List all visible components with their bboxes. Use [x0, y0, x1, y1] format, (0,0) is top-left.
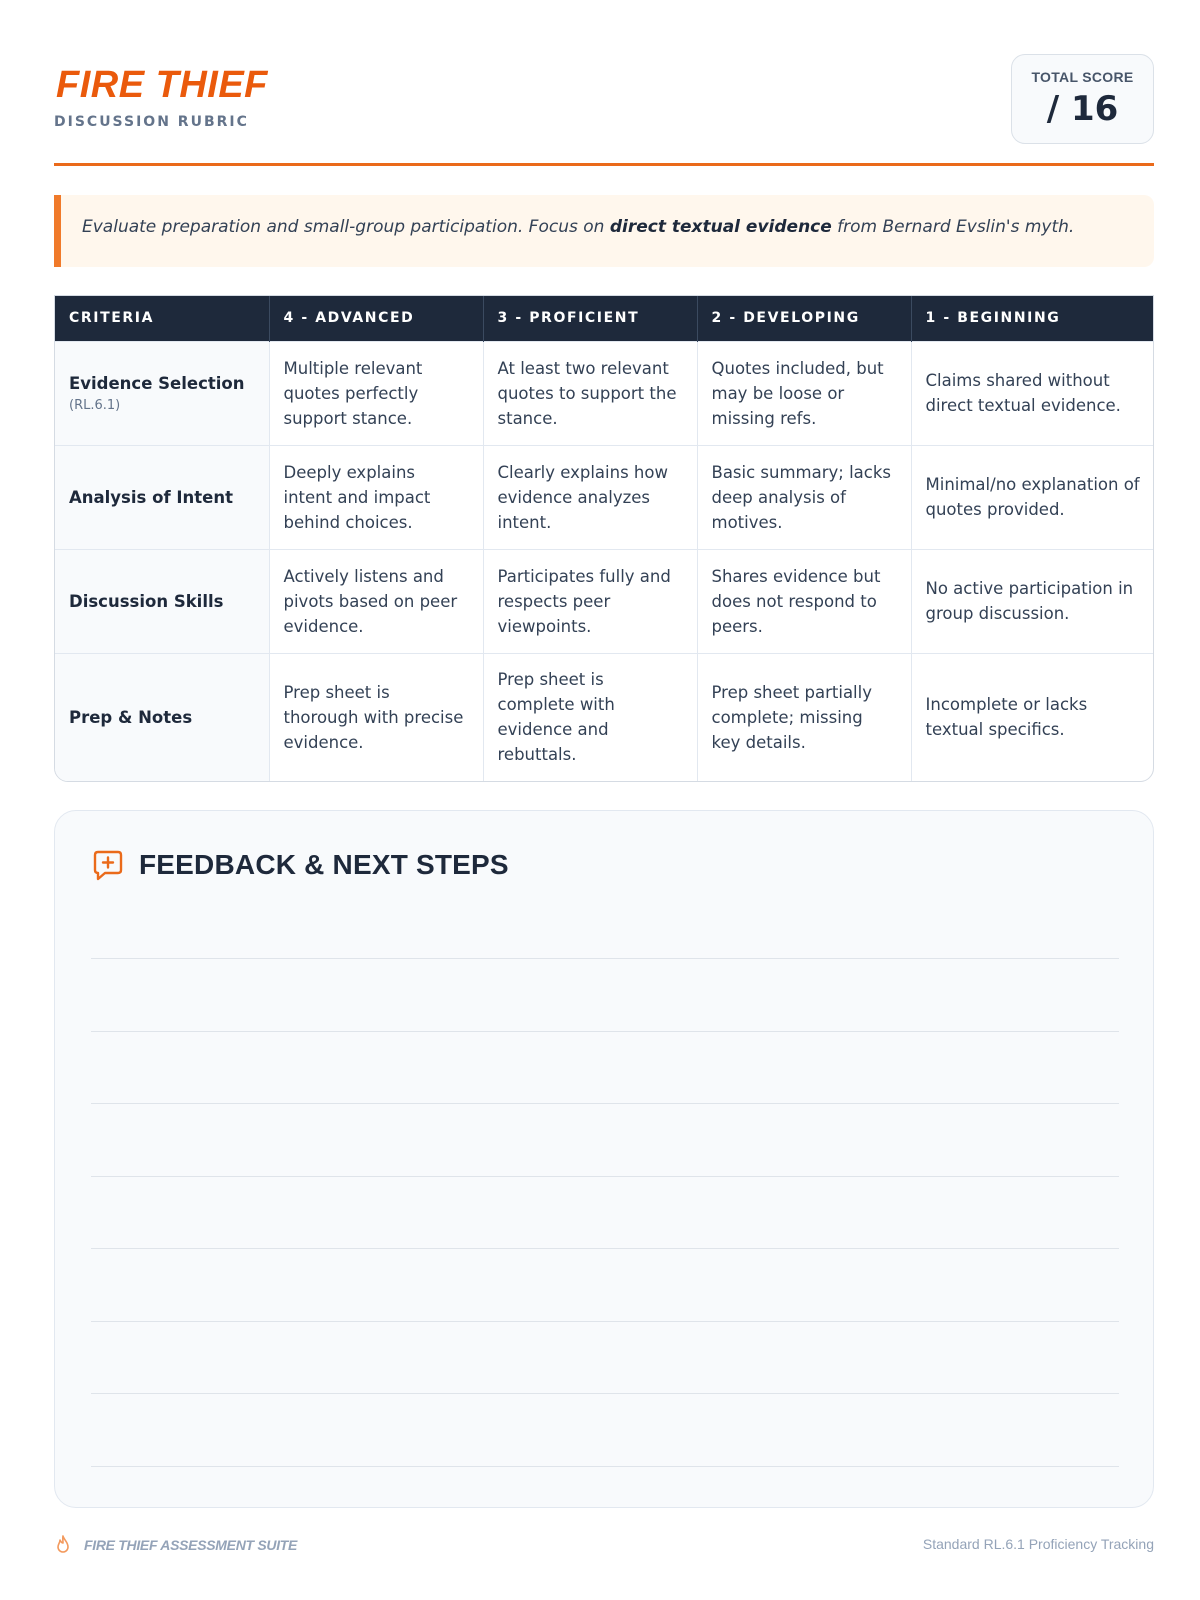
table-row — [55, 549, 1154, 653]
rubric-cell: Minimal/no explanation of quotes provided. — [911, 445, 1154, 549]
total-score-box — [1011, 54, 1154, 144]
writing-line — [91, 1321, 1119, 1322]
rubric-cell: Actively listens and pivots based on peer evidence. — [269, 549, 483, 653]
flame-icon — [54, 1535, 72, 1555]
instruction-text-end: from Bernard Evslin's myth. — [831, 217, 1075, 237]
instruction-text: Evaluate preparation and small-group participation. Focus on — [82, 217, 610, 237]
criterion-cell — [55, 549, 269, 653]
header-criteria: CRITERIA — [55, 296, 269, 341]
header-developing: 2 - DEVELOPING — [697, 296, 911, 341]
instruction-banner — [54, 195, 1154, 267]
writing-line — [91, 1393, 1119, 1394]
rubric-cell: Deeply explains intent and impact behind choices. — [269, 445, 483, 549]
criterion-label: Discussion Skills — [69, 591, 224, 611]
rubric-cell: Claims shared without direct textual evidence. — [911, 341, 1154, 445]
rubric-cell: At least two relevant quotes to support the stance. — [483, 341, 697, 445]
rubric-cell: Prep sheet partially complete; missing key details. — [697, 653, 911, 781]
rubric-cell: Basic summary; lacks deep analysis of motives. — [697, 445, 911, 549]
footer-standard: Standard RL.6.1 Proficiency Tracking — [922, 1536, 1154, 1552]
page-title: FIRE THIEF — [56, 64, 268, 106]
table-row — [55, 653, 1154, 781]
criterion-label: Prep & Notes — [69, 707, 193, 727]
rubric-header-row — [55, 296, 1154, 341]
rubric-cell: Quotes included, but may be loose or missing refs. — [697, 341, 911, 445]
writing-line — [91, 1031, 1119, 1032]
criterion-cell — [55, 653, 269, 781]
total-score-label: TOTAL SCORE — [1031, 69, 1134, 85]
rubric-table — [54, 295, 1154, 782]
rubric-cell: Incomplete or lacks textual specifics. — [911, 653, 1154, 781]
header-proficient: 3 - PROFICIENT — [483, 296, 697, 341]
criterion-standard: (RL.6.1) — [69, 397, 121, 413]
table-row — [55, 341, 1154, 445]
feedback-title: FEEDBACK & NEXT STEPS — [139, 849, 509, 880]
rubric-cell: Clearly explains how evidence analyzes intent. — [483, 445, 697, 549]
criterion-cell — [55, 341, 269, 445]
writing-line — [91, 1176, 1119, 1177]
criterion-cell — [55, 445, 269, 549]
feedback-panel — [54, 810, 1154, 1508]
rubric-cell: Multiple relevant quotes perfectly support stance. — [269, 341, 483, 445]
rubric-cell: No active participation in group discussion. — [911, 549, 1154, 653]
rubric-cell: Prep sheet is thorough with precise evidence. — [269, 653, 483, 781]
rubric-page — [54, 0, 1154, 1600]
criterion-label: Analysis of Intent — [69, 487, 233, 507]
table-row — [55, 445, 1154, 549]
writing-line — [91, 1248, 1119, 1249]
footer-brand-text: FIRE THIEF ASSESSMENT SUITE — [84, 1537, 298, 1553]
rubric-cell: Shares evidence but does not respond to peers. — [697, 549, 911, 653]
page-header — [54, 54, 1154, 166]
page-subtitle: DISCUSSION RUBRIC — [54, 114, 249, 130]
writing-line — [91, 1466, 1119, 1467]
criterion-label: Evidence Selection — [69, 373, 245, 393]
writing-line — [91, 1103, 1119, 1104]
header-advanced: 4 - ADVANCED — [269, 296, 483, 341]
rubric-cell: Participates fully and respects peer viewpoints. — [483, 549, 697, 653]
rubric-cell: Prep sheet is complete with evidence and rebuttals. — [483, 653, 697, 781]
footer-brand — [54, 1534, 297, 1556]
header-beginning: 1 - BEGINNING — [911, 296, 1154, 341]
instruction-emphasis: direct textual evidence — [609, 217, 832, 237]
writing-line — [91, 958, 1119, 959]
message-plus-icon — [91, 849, 125, 883]
total-score-value: / 16 — [1046, 89, 1119, 129]
